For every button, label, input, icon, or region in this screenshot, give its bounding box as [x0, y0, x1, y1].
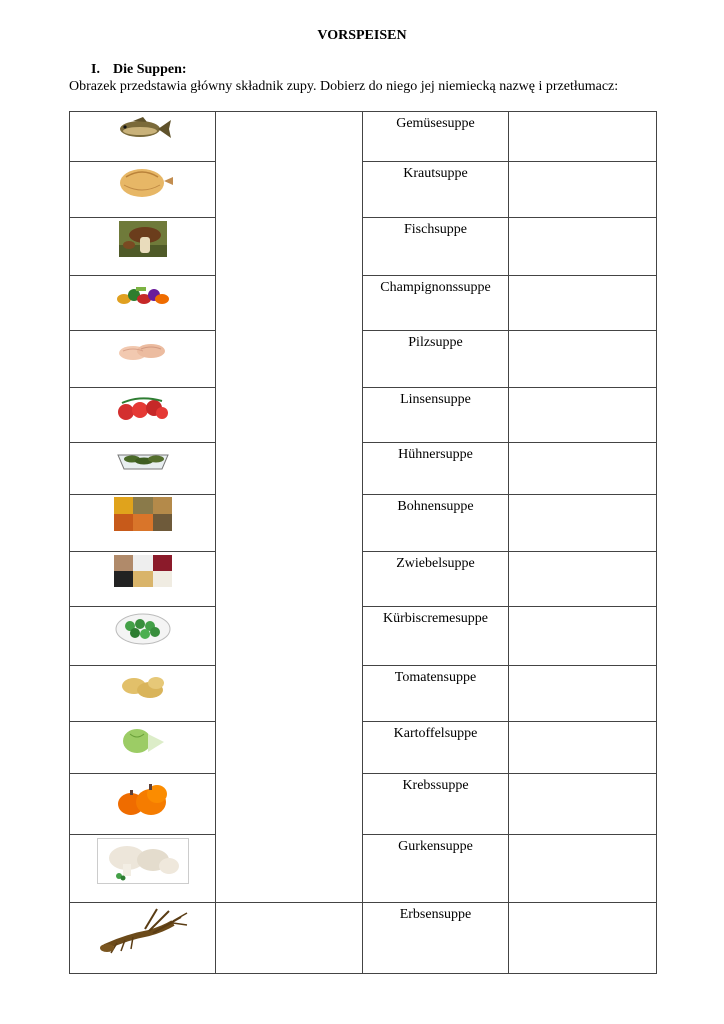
picture-cell — [70, 774, 216, 835]
soup-name-cell: Kürbiscremesuppe — [363, 607, 509, 666]
table-row — [70, 607, 657, 666]
picture-cell — [70, 607, 216, 666]
soup-name-cell: Krautsuppe — [363, 162, 509, 218]
soup-name-cell: Gemüsesuppe — [363, 112, 509, 162]
vegetables-icon — [116, 285, 170, 307]
soup-matching-table — [69, 111, 657, 974]
section-number: I. — [91, 62, 100, 77]
translation-cell[interactable] — [509, 774, 657, 835]
section-title: Die Suppen: — [113, 62, 187, 77]
soup-name-cell: Zwiebelsuppe — [363, 552, 509, 607]
table-row — [70, 722, 657, 774]
picture-cell — [70, 331, 216, 388]
soup-name-cell: Erbsensuppe — [363, 903, 509, 974]
soup-name-cell: Tomatensuppe — [363, 666, 509, 722]
tomatoes-icon — [116, 393, 170, 423]
champignons-icon — [97, 838, 189, 884]
picture-cell — [70, 218, 216, 276]
soup-name-cell: Kartoffelsuppe — [363, 722, 509, 774]
table-row — [70, 835, 657, 903]
cabbage-icon — [120, 726, 166, 754]
chicken-icon — [117, 339, 169, 365]
soup-name-cell: Krebssuppe — [363, 774, 509, 835]
translation-cell[interactable] — [509, 722, 657, 774]
picture-cell — [70, 835, 216, 903]
instruction-text: Obrazek przedstawia główny składnik zupy. Dobierz do niego jej niemiecką nazwę i przetłumacz: — [69, 79, 619, 94]
picture-cell — [70, 276, 216, 331]
table-row — [70, 774, 657, 835]
picture-cell — [70, 722, 216, 774]
table-row — [70, 388, 657, 443]
translation-cell[interactable] — [509, 495, 657, 552]
pumpkin-icon — [115, 780, 171, 818]
soup-name-cell: Champignonssuppe — [363, 276, 509, 331]
table-row — [70, 666, 657, 722]
picture-cell — [70, 552, 216, 607]
picture-cell — [70, 903, 216, 974]
soup-name-cell: Linsensuppe — [363, 388, 509, 443]
table-row — [70, 218, 657, 276]
table-row — [70, 162, 657, 218]
mushroom-icon — [119, 221, 167, 257]
translation-cell[interactable] — [509, 162, 657, 218]
translation-cell[interactable] — [509, 903, 657, 974]
onion-icon — [112, 165, 174, 199]
table-row — [70, 903, 657, 974]
picture-cell — [70, 495, 216, 552]
pickles-icon — [116, 447, 170, 473]
translation-cell[interactable] — [509, 666, 657, 722]
beans-icon — [114, 555, 172, 587]
translation-cell[interactable] — [509, 388, 657, 443]
answer-column-german[interactable] — [216, 112, 363, 903]
translation-cell[interactable] — [509, 835, 657, 903]
translation-cell[interactable] — [509, 276, 657, 331]
soup-name-cell: Bohnensuppe — [363, 495, 509, 552]
picture-cell — [70, 112, 216, 162]
table-row — [70, 112, 657, 162]
translation-cell[interactable] — [509, 218, 657, 276]
translation-cell[interactable] — [509, 331, 657, 388]
crayfish-icon — [97, 907, 189, 955]
picture-cell — [70, 162, 216, 218]
page-title: VORSPEISEN — [317, 28, 407, 43]
picture-cell — [70, 388, 216, 443]
table-row — [70, 331, 657, 388]
lentils-icon — [114, 497, 172, 531]
table-row — [70, 495, 657, 552]
translation-cell[interactable] — [509, 112, 657, 162]
potatoes-icon — [120, 674, 166, 700]
picture-cell — [70, 443, 216, 495]
peas-icon — [114, 610, 172, 646]
soup-name-cell: Gurkensuppe — [363, 835, 509, 903]
table-row — [70, 552, 657, 607]
translation-cell[interactable] — [509, 443, 657, 495]
fish-icon — [113, 115, 173, 141]
section-heading — [91, 62, 187, 78]
soup-name-cell: Hühnersuppe — [363, 443, 509, 495]
soup-name-cell: Pilzsuppe — [363, 331, 509, 388]
soup-name-cell: Fischsuppe — [363, 218, 509, 276]
translation-cell[interactable] — [509, 552, 657, 607]
translation-cell[interactable] — [509, 607, 657, 666]
table-row — [70, 443, 657, 495]
answer-cell-german[interactable] — [216, 903, 363, 974]
picture-cell — [70, 666, 216, 722]
table-row — [70, 276, 657, 331]
